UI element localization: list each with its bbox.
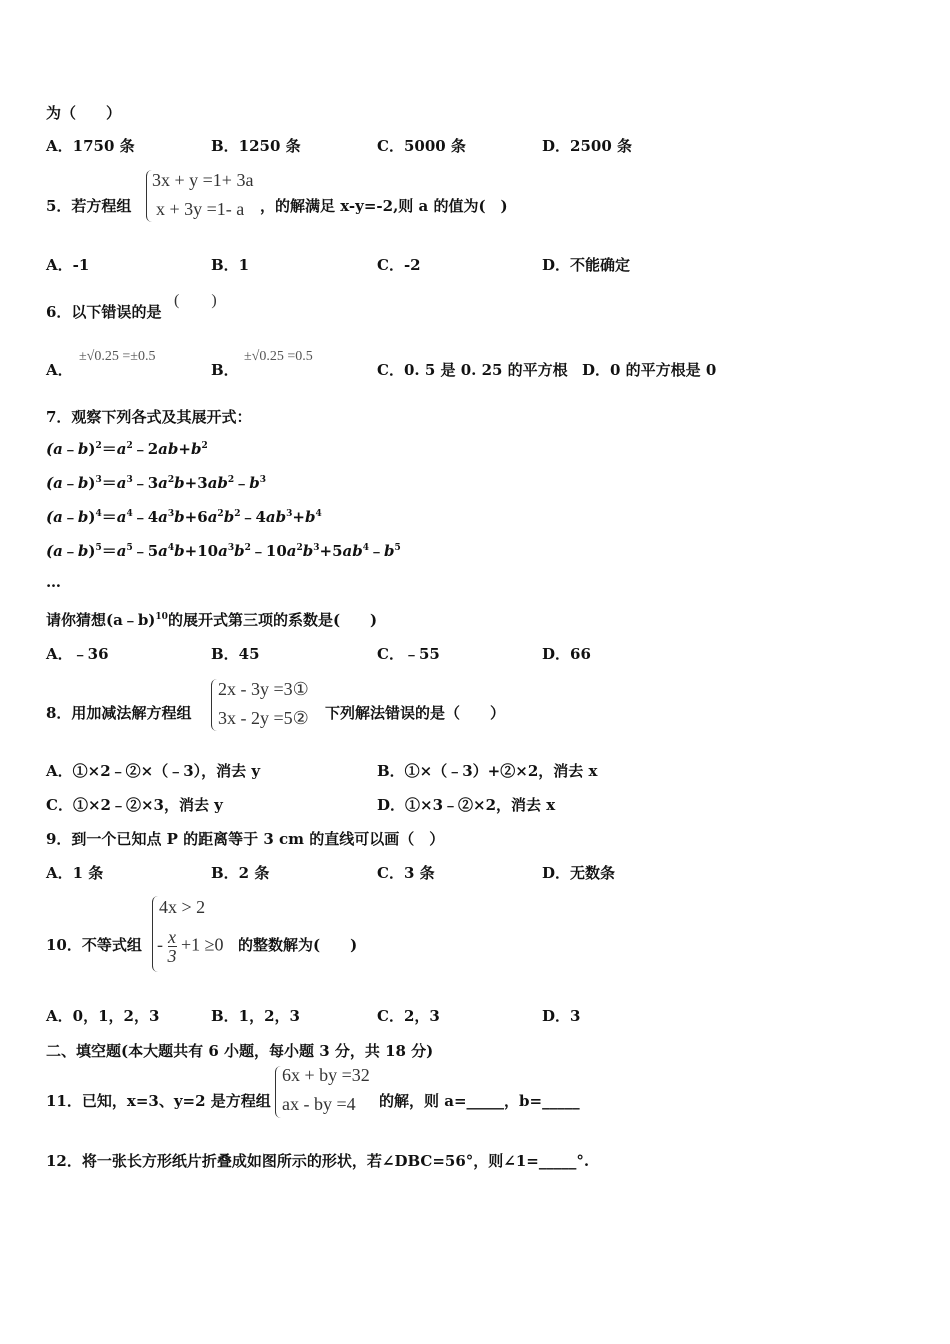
q7-question-exp: 10 — [155, 612, 168, 622]
q5-option-c: C．-2 — [377, 256, 421, 274]
q7-option-d: D．66 — [542, 645, 591, 663]
q9-option-d: D．无数条 — [542, 864, 616, 882]
q5-option-b: B．1 — [211, 256, 250, 274]
q5-prefix: 5．若方程组 — [46, 197, 132, 215]
q6-option-d: D．0 的平方根是 0 — [582, 361, 717, 379]
q7-question-post: 的展开式第三项的系数是( ) — [167, 611, 378, 629]
q10-eq2-minus: - — [157, 934, 163, 955]
q7-question — [46, 609, 377, 630]
q8-prefix: 8．用加减法解方程组 — [46, 704, 192, 722]
q6-prefix: 6．以下错误的是 — [46, 303, 162, 321]
q7-option-b: B．45 — [211, 645, 260, 663]
q9-option-a: A．1 条 — [46, 864, 104, 882]
q10-prefix: 10．不等式组 — [46, 936, 142, 954]
q10-option-b: B．1，2，3 — [211, 1007, 300, 1025]
q10-option-d: D．3 — [542, 1007, 581, 1025]
q8-option-d: D．①×3﹣②×2，消去 x — [377, 796, 556, 814]
q10-option-a: A．0，1，2，3 — [46, 1007, 160, 1025]
q7-expansion-5: $(a﹣b)^5=a^5﹣5a^4b+10a^3b^2﹣10a^2b^3+5ab^4﹣b^5$ — [46, 542, 401, 560]
q7-expansion-3: $(a﹣b)^3=a^3﹣3a^2b+3ab^2﹣b^3$ — [46, 474, 266, 492]
q4-option-c: C．5000 条 — [377, 137, 466, 155]
q4-tail: 为（ ） — [46, 104, 122, 122]
q6-option-a-math: ±√0.25 =±0.5 — [79, 349, 156, 364]
q10-eq2 — [157, 928, 224, 965]
q4-option-b: B．1250 条 — [211, 137, 301, 155]
q6-option-a-label: A． — [46, 361, 73, 379]
q11-brace — [275, 1066, 282, 1118]
q4-option-a: A．1750 条 — [46, 137, 135, 155]
q7-question-pre: 请你猜想(a﹣b) — [46, 611, 156, 629]
q6-option-b-math: ±√0.25 =0.5 — [244, 349, 313, 364]
q8-eq1: 2x - 3y =3① — [218, 679, 309, 699]
q8-suffix: 下列解法错误的是（ ） — [325, 704, 506, 722]
q5-eq2: x + 3y =1- a — [156, 199, 245, 219]
q5-suffix: ，的解满足 x-y=-2,则 a 的值为( ) — [260, 197, 508, 215]
q7-title: 7．观察下列各式及其展开式： — [46, 408, 252, 426]
q5-option-d: D．不能确定 — [542, 256, 631, 274]
q6-option-b-label: B． — [211, 361, 239, 379]
section-2-heading: 二、填空题(本大题共有 6 小题，每小题 3 分，共 18 分) — [46, 1042, 434, 1060]
q5-option-a: A．-1 — [46, 256, 90, 274]
q11-suffix: 的解，则 a=_____，b=_____ — [379, 1092, 580, 1110]
q7-option-c: C．﹣55 — [377, 645, 440, 663]
q7-expansion-2: $(a﹣b)^2=a^2﹣2ab+b^2$ — [46, 440, 208, 458]
q8-option-a: A．①×2﹣②×（﹣3），消去 y — [46, 762, 261, 780]
q9-option-c: C．3 条 — [377, 864, 435, 882]
q10-frac-den: 3 — [167, 946, 177, 966]
q7-ellipsis: … — [46, 573, 61, 591]
q12-text: 12．将一张长方形纸片折叠成如图所示的形状，若∠DBC=56°，则∠1=_____°. — [46, 1152, 590, 1170]
q8-option-b: B．①×（﹣3）+②×2，消去 x — [377, 762, 598, 780]
q10-fraction — [168, 928, 177, 965]
q11-eq2: ax - by =4 — [282, 1094, 356, 1114]
q5-eq1: 3x + y =1+ 3a — [152, 170, 254, 190]
q8-brace — [211, 679, 218, 731]
q10-eq2-post: +1 ≥0 — [181, 934, 224, 955]
q7-option-a: A．﹣36 — [46, 645, 109, 663]
q10-option-c: C．2，3 — [377, 1007, 440, 1025]
q11-eq1: 6x + by =32 — [282, 1065, 370, 1085]
q4-option-d: D．2500 条 — [542, 137, 632, 155]
q8-option-c: C．①×2﹣②×3，消去 y — [46, 796, 223, 814]
q10-suffix: 的整数解为( ) — [238, 936, 358, 954]
q9-option-b: B．2 条 — [211, 864, 270, 882]
q7-expansion-4: $(a﹣b)^4=a^4﹣4a^3b+6a^2b^2﹣4ab^3+b^4$ — [46, 508, 322, 526]
q11-prefix: 11．已知，x=3、y=2 是方程组 — [46, 1092, 271, 1110]
q6-option-c: C．0. 5 是 0. 25 的平方根 — [377, 361, 568, 379]
q10-frac-num: x — [168, 927, 176, 947]
q9-text: 9．到一个已知点 P 的距离等于 3 cm 的直线可以画（ ） — [46, 830, 445, 848]
q10-eq1: 4x > 2 — [159, 897, 206, 917]
q8-eq2: 3x - 2y =5② — [218, 708, 309, 728]
q6-paren: ( ) — [174, 292, 217, 309]
